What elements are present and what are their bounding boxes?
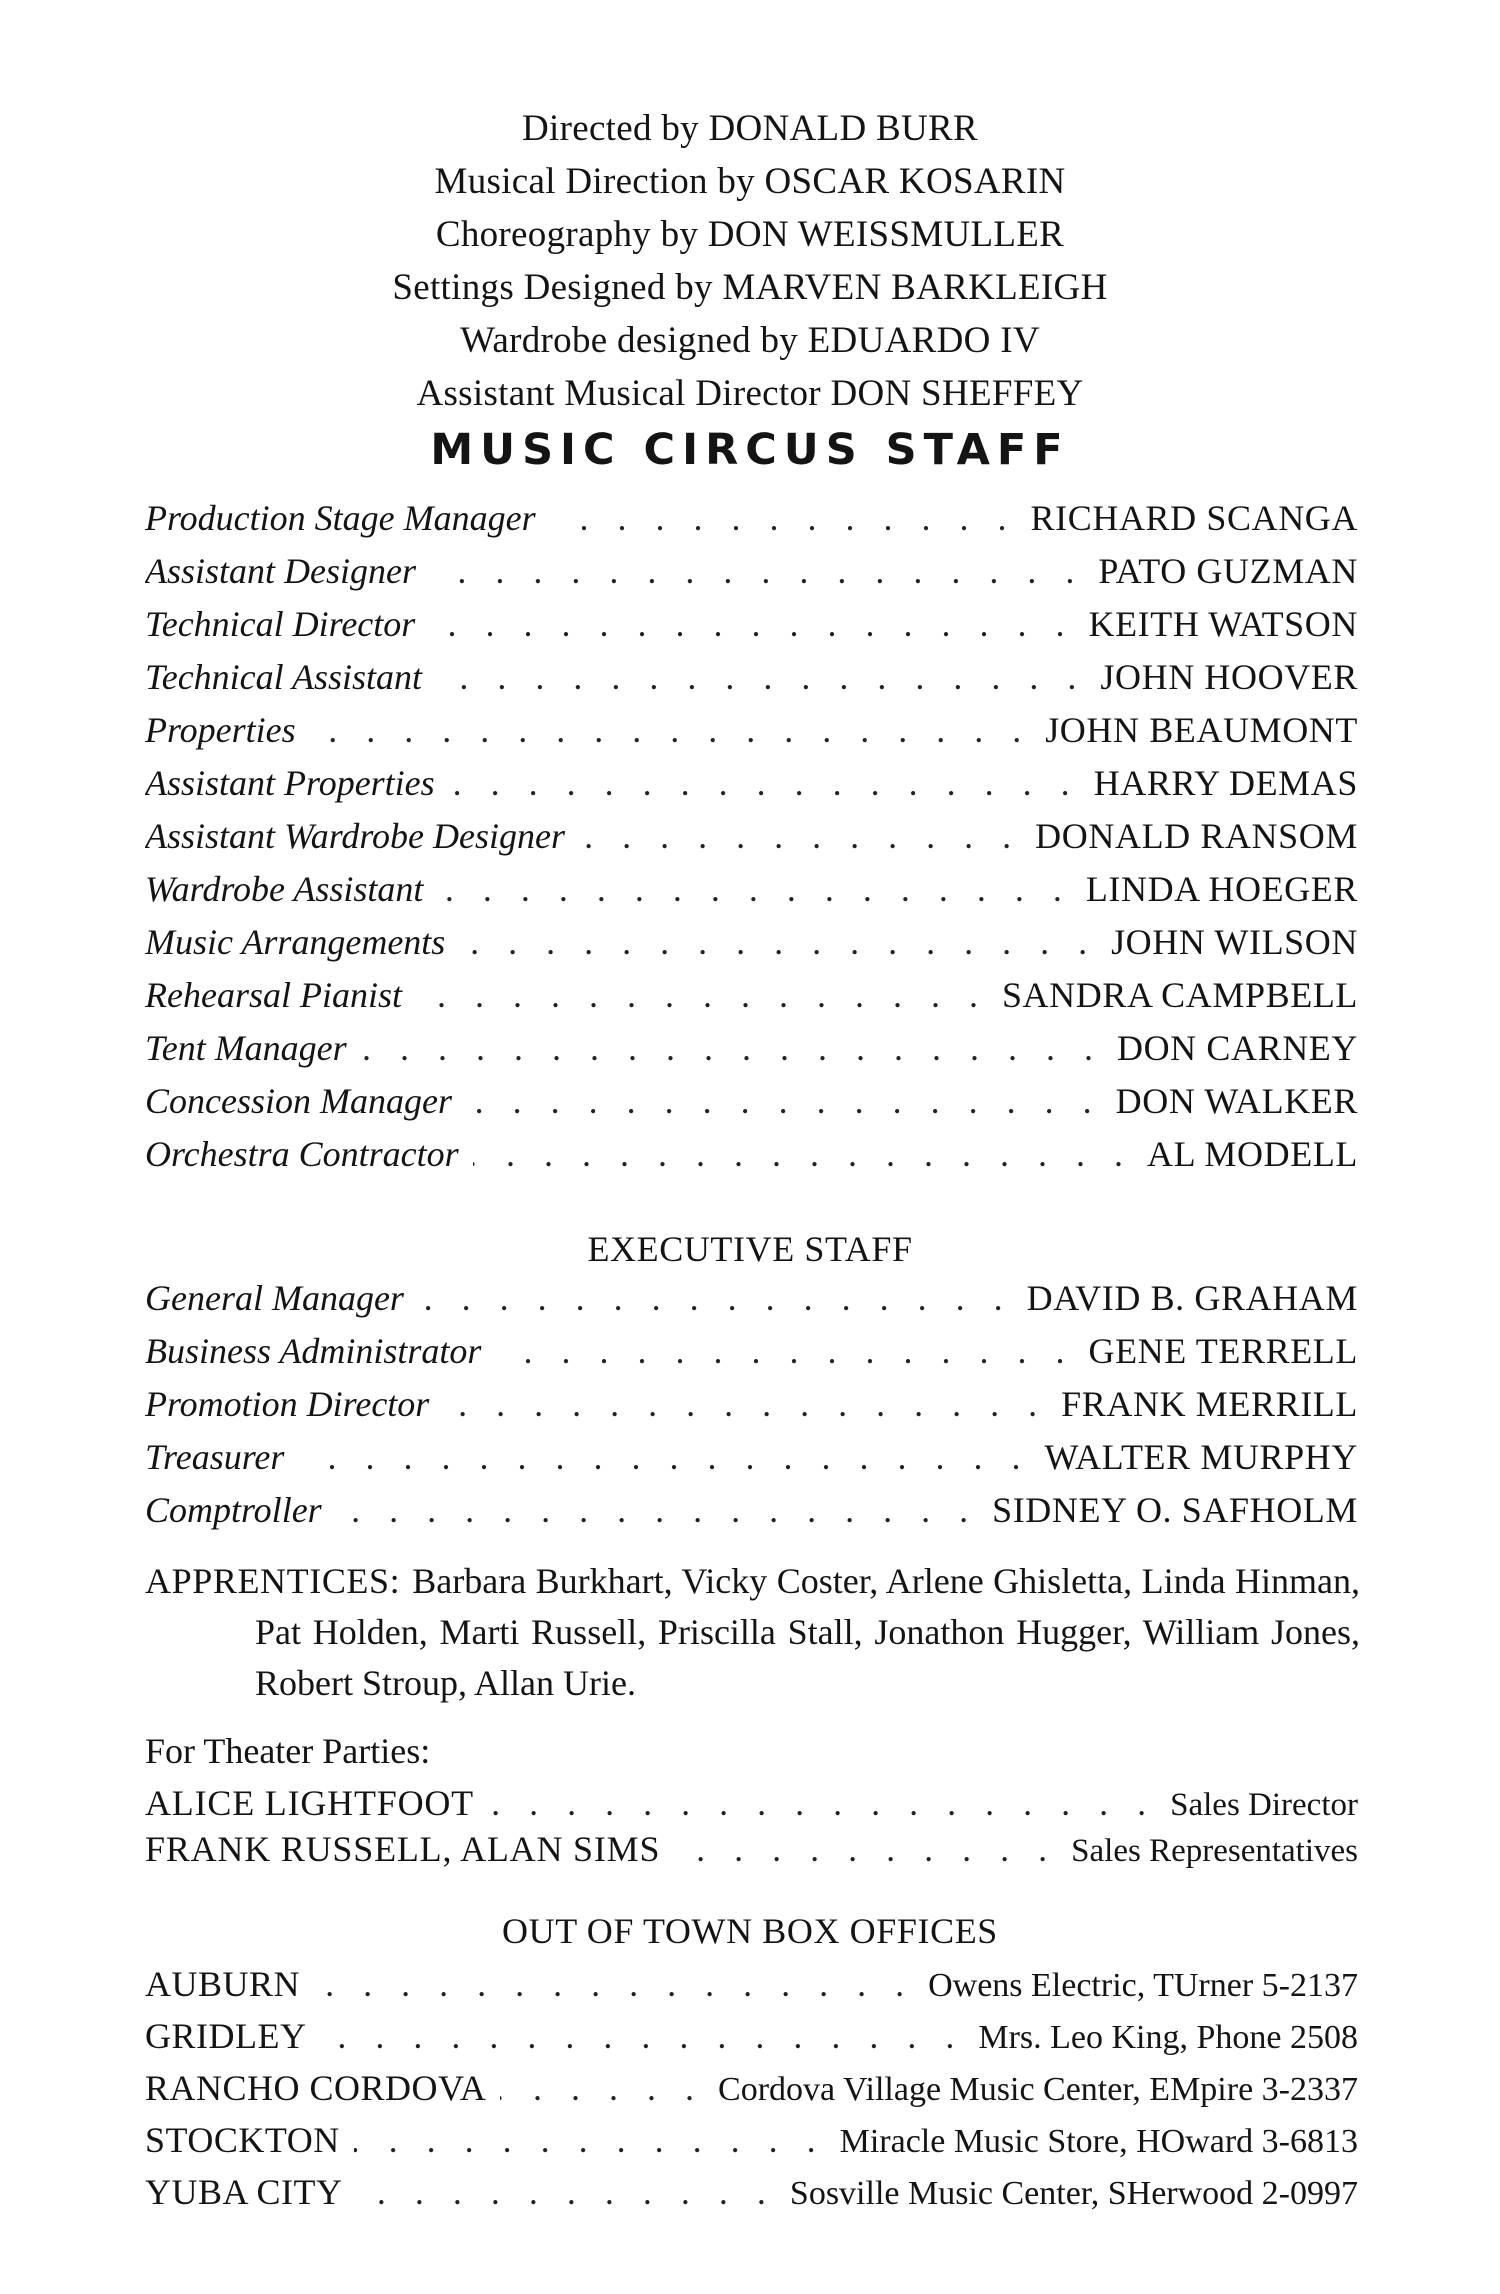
staff-row: [145, 603, 1358, 656]
leader-dots: [437, 868, 1071, 910]
staff-role: Tent Manager: [145, 1028, 347, 1068]
executive-staff-list: [145, 1277, 1358, 1542]
apprentices-names: Barbara Burkhart, Vicky Coster, Arlene Ghisletta, Linda Hinman, Pat Holden, Marti Russell, Priscilla Stall, Jonathon Hugger, William Jones, Robert Stroup, Allan Urie.: [255, 1561, 1360, 1703]
staff-name: DONALD RANSOM: [1035, 816, 1358, 856]
staff-name: AL MODELL: [1146, 1134, 1358, 1174]
staff-name: KEITH WATSON: [1088, 604, 1358, 644]
staff-name: DON WALKER: [1115, 1081, 1358, 1121]
box-office-town: YUBA CITY: [145, 2172, 343, 2212]
staff-role: Orchestra Contractor: [145, 1134, 459, 1174]
staff-row: [145, 1080, 1358, 1133]
music-circus-staff-list: [145, 497, 1358, 1186]
staff-role: Technical Assistant: [145, 657, 423, 697]
box-offices-heading: OUT OF TOWN BOX OFFICES: [502, 1911, 998, 1951]
staff-row: [145, 868, 1358, 921]
leader-dots: [488, 1782, 1156, 1824]
leader-dots: [430, 550, 1084, 592]
leader-dots: [579, 815, 1021, 857]
box-office-row: [145, 2119, 1358, 2171]
apprentices-label: APPRENTICES:: [145, 1561, 401, 1601]
sales-contact: FRANK RUSSELL, ALAN SIMS: [145, 1829, 661, 1869]
staff-row: [145, 1436, 1358, 1489]
box-offices-list: [145, 1963, 1358, 2223]
staff-row: [145, 1277, 1358, 1330]
staff-row: [145, 709, 1358, 762]
staff-role: Properties: [145, 710, 296, 750]
staff-row: [145, 1383, 1358, 1436]
leader-dots: [336, 1489, 978, 1531]
staff-role: Treasurer: [145, 1437, 285, 1477]
staff-role: Music Arrangements: [145, 922, 446, 962]
staff-name: SANDRA CAMPBELL: [1001, 975, 1358, 1015]
staff-row: [145, 1027, 1358, 1080]
staff-row: [145, 1133, 1358, 1186]
credit-choreography: Choreography by DON WEISSMULLER: [435, 214, 1065, 255]
theater-parties-label: For Theater Parties:: [145, 1731, 431, 1771]
leader-dots: [357, 2171, 776, 2213]
sales-title: Sales Director: [1170, 1787, 1358, 1823]
staff-role: General Manager: [145, 1278, 404, 1318]
staff-name: RICHARD SCANGA: [1030, 498, 1358, 538]
staff-name: LINDA HOEGER: [1085, 869, 1358, 909]
leader-dots: [495, 1330, 1074, 1372]
staff-role: Assistant Wardrobe Designer: [145, 816, 566, 856]
staff-role: Assistant Properties: [145, 763, 435, 803]
leader-dots: [354, 2119, 826, 2161]
staff-row: [145, 762, 1358, 815]
music-circus-staff-heading: MUSIC CIRCUS STAFF: [430, 425, 1070, 475]
credit-assistant-musical-director: Assistant Musical Director DON SHEFFEY: [416, 373, 1084, 414]
leader-dots: [443, 1383, 1047, 1425]
staff-row: [145, 1489, 1358, 1542]
staff-row: [145, 974, 1358, 1027]
leader-dots: [466, 1080, 1102, 1122]
leader-dots: [449, 762, 1080, 804]
leader-dots: [436, 656, 1086, 698]
leader-dots: [473, 1133, 1133, 1175]
executive-staff-heading: EXECUTIVE STAFF: [587, 1229, 913, 1269]
sales-row: [145, 1828, 1358, 1874]
staff-name: DAVID B. GRAHAM: [1026, 1278, 1358, 1318]
box-office-info: Owens Electric, TUrner 5-2137: [928, 1967, 1358, 2004]
leader-dots: [459, 921, 1097, 963]
leader-dots: [500, 2067, 704, 2109]
credit-wardrobe: Wardrobe designed by EDUARDO IV: [460, 320, 1040, 361]
staff-name: WALTER MURPHY: [1044, 1437, 1358, 1477]
box-office-info: Mrs. Leo King, Phone 2508: [978, 2019, 1358, 2056]
box-office-row: [145, 2171, 1358, 2223]
leader-dots: [550, 497, 1017, 539]
leader-dots: [674, 1828, 1057, 1870]
staff-role: Rehearsal Pianist: [145, 975, 402, 1015]
staff-role: Concession Manager: [145, 1081, 452, 1121]
box-office-row: [145, 2067, 1358, 2119]
box-office-row: [145, 1963, 1358, 2015]
staff-row: [145, 550, 1358, 603]
staff-role: Production Stage Manager: [145, 498, 536, 538]
leader-dots: [418, 1277, 1013, 1319]
box-office-row: [145, 2015, 1358, 2067]
staff-row: [145, 497, 1358, 550]
staff-name: GENE TERRELL: [1088, 1331, 1358, 1371]
apprentices-paragraph: [145, 1556, 1360, 1709]
leader-dots: [298, 1436, 1030, 1478]
leader-dots: [429, 603, 1074, 645]
leader-dots: [314, 1963, 914, 2005]
staff-name: HARRY DEMAS: [1093, 763, 1358, 803]
box-office-town: STOCKTON: [145, 2120, 340, 2160]
box-office-town: GRIDLEY: [145, 2016, 307, 2056]
staff-row: [145, 1330, 1358, 1383]
staff-name: FRANK MERRILL: [1061, 1384, 1358, 1424]
leader-dots: [361, 1027, 1103, 1069]
leader-dots: [416, 974, 988, 1016]
credit-musical-direction: Musical Direction by OSCAR KOSARIN: [434, 161, 1066, 202]
staff-role: Assistant Designer: [145, 551, 417, 591]
staff-row: [145, 921, 1358, 974]
theater-parties-list: [145, 1782, 1358, 1874]
staff-name: JOHN BEAUMONT: [1045, 710, 1358, 750]
credit-director: Directed by DONALD BURR: [522, 108, 978, 149]
staff-name: PATO GUZMAN: [1098, 551, 1358, 591]
box-office-town: AUBURN: [145, 1964, 301, 2004]
leader-dots: [310, 709, 1032, 751]
box-office-info: Miracle Music Store, HOward 3-6813: [839, 2123, 1358, 2160]
box-office-info: Sosville Music Center, SHerwood 2-0997: [789, 2175, 1358, 2212]
staff-name: SIDNEY O. SAFHOLM: [992, 1490, 1358, 1530]
staff-role: Comptroller: [145, 1490, 322, 1530]
staff-name: JOHN WILSON: [1111, 922, 1358, 962]
staff-row: [145, 656, 1358, 709]
leader-dots: [320, 2015, 964, 2057]
box-office-town: RANCHO CORDOVA: [145, 2068, 487, 2108]
staff-role: Technical Director: [145, 604, 416, 644]
staff-row: [145, 815, 1358, 868]
box-office-info: Cordova Village Music Center, EMpire 3-2337: [718, 2071, 1358, 2108]
staff-role: Wardrobe Assistant: [145, 869, 424, 909]
staff-role: Promotion Director: [145, 1384, 430, 1424]
production-credits: [0, 102, 1500, 420]
sales-contact: ALICE LIGHTFOOT: [145, 1783, 474, 1823]
staff-role: Business Administrator: [145, 1331, 482, 1371]
credit-settings: Settings Designed by MARVEN BARKLEIGH: [392, 267, 1108, 308]
sales-row: [145, 1782, 1358, 1828]
sales-title: Sales Representatives: [1071, 1833, 1358, 1869]
staff-name: JOHN HOOVER: [1100, 657, 1358, 697]
staff-name: DON CARNEY: [1116, 1028, 1358, 1068]
